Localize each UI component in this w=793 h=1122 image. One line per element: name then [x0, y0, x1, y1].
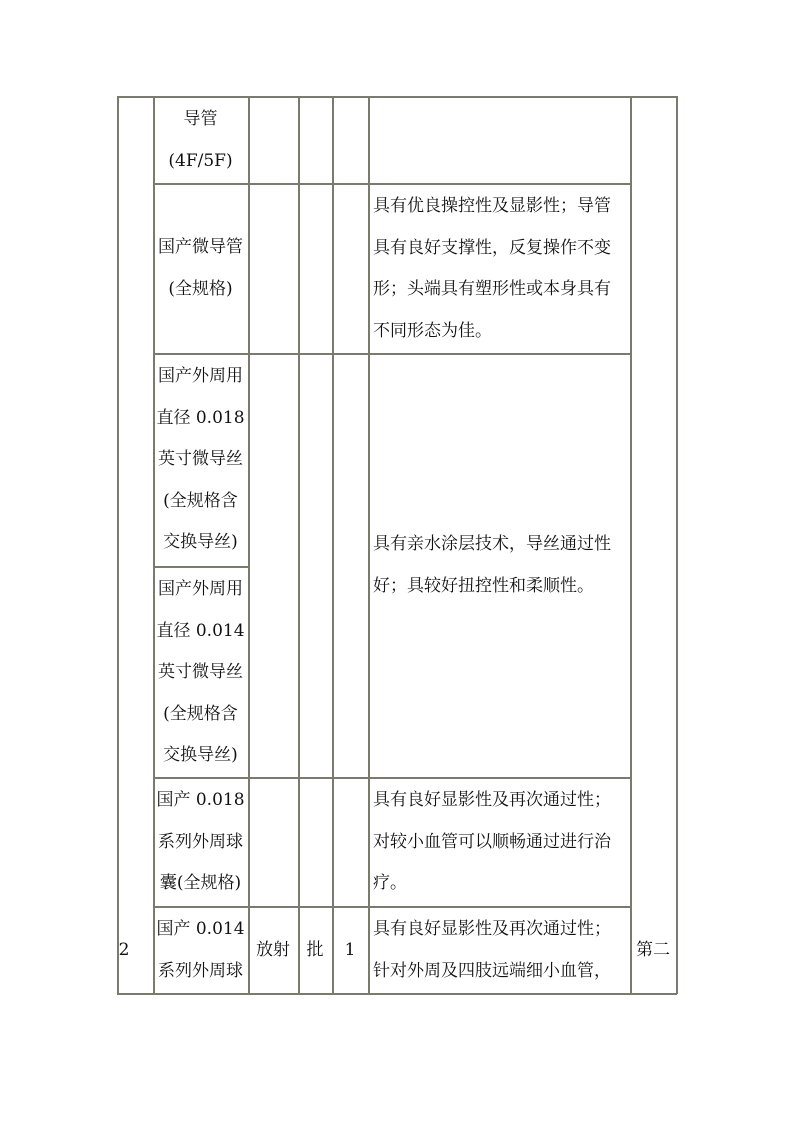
row-divider [153, 906, 630, 908]
table-border-right [676, 96, 678, 994]
requirement-line: 针对外周及四肢远端细小血管， [373, 960, 611, 981]
product-name-cell [153, 99, 248, 182]
product-name-line: 系列外周球 [158, 831, 243, 852]
product-name-line: 交换导丝) [163, 532, 238, 552]
requirement-line: 不同形态为佳。 [373, 320, 492, 341]
product-name-line: 直径 0.014 [156, 620, 245, 641]
product-name-cell [153, 569, 248, 777]
product-name-line: 英寸微导丝 [158, 449, 243, 469]
product-name-line: 导管 [183, 109, 218, 129]
requirement-cell [373, 186, 628, 352]
product-name-line: 国产微导管 [158, 237, 243, 257]
requirement-line: 形；头端具有塑形性或本身具有 [373, 279, 611, 299]
product-name-line: (全规格) [168, 278, 233, 299]
requirement-line: 具有优良操控性及显影性；导管 [373, 196, 611, 216]
unit-cell: 批 [306, 940, 324, 960]
requirement-cell [373, 909, 628, 992]
sequence-number: 2 [118, 940, 130, 960]
product-name-line: (全规格含 [163, 703, 238, 724]
col-divider [298, 96, 300, 994]
product-name-line: 国产外周用 [158, 366, 243, 386]
requirement-line: 具有良好显影性及再次通过性； [373, 919, 611, 939]
col-divider [248, 96, 250, 994]
row-divider [153, 777, 630, 779]
requirement-cell [373, 780, 628, 905]
category-cell: 第二 [636, 940, 670, 960]
product-name-cell [153, 356, 248, 564]
product-name-line: 系列外周球 [158, 960, 243, 981]
col-divider [368, 96, 370, 994]
requirement-cell [373, 524, 628, 607]
product-name-line: 国产 0.014 [156, 919, 245, 939]
requirement-line: 具有良好支撑性，反复操作不变 [373, 237, 611, 258]
department-cell: 放射 [256, 940, 290, 960]
table-border-top [117, 96, 677, 98]
product-name-line: (全规格含 [163, 490, 238, 511]
product-name-cell [153, 227, 248, 310]
row-divider [153, 183, 630, 185]
product-name-line: (4F/5F) [168, 150, 233, 171]
requirement-line: 对较小血管可以顺畅通过进行治 [373, 831, 611, 852]
product-name-line: 囊(全规格) [159, 873, 242, 893]
requirement-line: 具有良好显影性及再次通过性； [373, 790, 611, 810]
table-border-bottom [117, 993, 677, 995]
product-name-line: 交换导丝) [163, 745, 238, 765]
product-name-line: 国产 0.018 [156, 790, 245, 810]
product-name-line: 英寸微导丝 [158, 662, 243, 682]
quantity-cell: 1 [344, 940, 356, 960]
requirement-line: 具有亲水涂层技术，导丝通过性 [373, 534, 611, 554]
row-divider [153, 566, 248, 568]
col-divider [332, 96, 334, 994]
product-name-line: 直径 0.018 [156, 407, 245, 428]
product-name-cell [153, 909, 248, 992]
product-name-cell [153, 780, 248, 905]
col-divider [117, 96, 119, 994]
row-divider [153, 353, 630, 355]
col-divider [630, 96, 632, 994]
requirement-line: 疗。 [373, 873, 407, 893]
product-name-line: 国产外周用 [158, 579, 243, 599]
requirement-line: 好；具较好扭控性和柔顺性。 [373, 575, 594, 596]
